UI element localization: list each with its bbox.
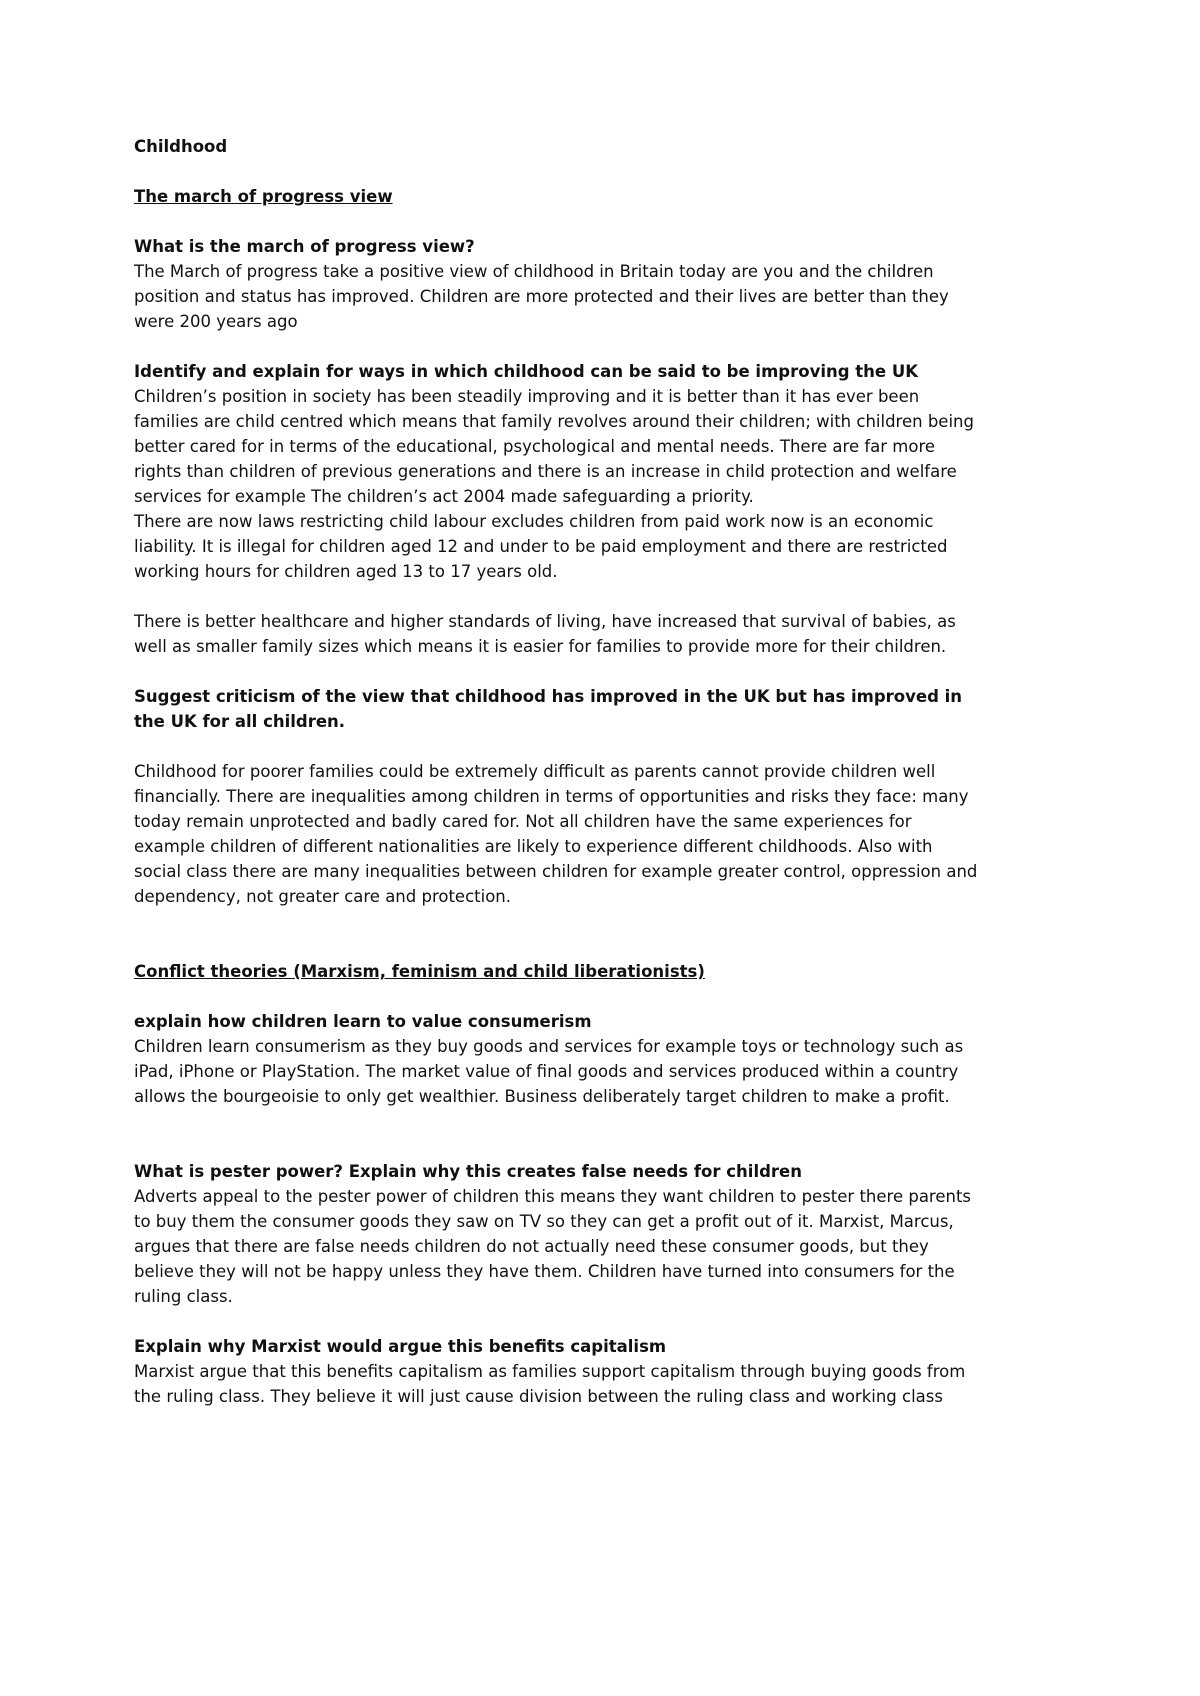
answer-what-is-march-of-progress: The March of progress take a positive view of childhood in Britain today are you and the children position and status has improved. Children are more protected and their lives are better than they were 200 years ago <box>134 262 949 331</box>
answer-ways-childhood-improving-p2: There are now laws restricting child labour excludes children from paid work now is an economic liability. It is illegal for children aged 12 and under to be paid employment and there are restricted working hours for children aged 13 to 17 years old. <box>134 512 948 581</box>
answer-benefits-capitalism: Marxist argue that this benefits capitalism as families support capitalism through buying goods from the ruling class. They believe it will just cause division between the ruling class and working class <box>134 1362 966 1406</box>
answer-ways-childhood-improving-p1: Children’s position in society has been steadily improving and it is better than it has ever been families are child centred which means that family revolves around their children; with children being better cared for in terms of the educational, psychological and mental needs. There are far more rights than children of previous generations and there is an increase in child protection and welfare services for example The children’s act 2004 made safeguarding a priority. <box>134 387 974 506</box>
question-children-value-consumerism: explain how children learn to value consumerism <box>134 1012 592 1031</box>
question-criticism-of-view: Suggest criticism of the view that childhood has improved in the UK but has improved in the UK for all children. <box>134 687 963 731</box>
section-heading-conflict-theories: Conflict theories (Marxism, feminism and child liberationists) <box>134 962 705 981</box>
question-pester-power: What is pester power? Explain why this creates false needs for children <box>134 1162 802 1181</box>
question-benefits-capitalism: Explain why Marxist would argue this benefits capitalism <box>134 1337 667 1356</box>
answer-pester-power: Adverts appeal to the pester power of children this means they want children to pester there parents to buy them the consumer goods they saw on TV so they can get a profit out of it. Marxist, Marcus, argues that there are false needs children do not actually need these consumer goods, but they believe they will not be happy unless they have them. Children have turned into consumers for the ruling class. <box>134 1187 972 1306</box>
document-title: Childhood <box>134 137 228 156</box>
answer-children-value-consumerism: Children learn consumerism as they buy goods and services for example toys or technology such as iPad, iPhone or PlayStation. The market value of final goods and services produced within a country allows the bourgeoisie to only get wealthier. Business deliberately target children to make a profit. <box>134 1037 964 1106</box>
section-heading-march-of-progress: The march of progress view <box>134 187 393 206</box>
answer-ways-childhood-improving-p3: There is better healthcare and higher standards of living, have increased that survival of babies, as well as smaller family sizes which means it is easier for families to provide more for their children. <box>134 612 956 656</box>
answer-criticism-of-view: Childhood for poorer families could be extremely difficult as parents cannot provide children well financially. There are inequalities among children in terms of opportunities and risks they face: many today remain unprotected and badly cared for. Not all children have the same experiences for example children of different nationalities are likely to experience different childhoods. Also with social class there are many inequalities between children for example greater control, oppression and dependency, not greater care and protection. <box>134 762 978 906</box>
document-page <box>134 134 984 1409</box>
question-what-is-march-of-progress: What is the march of progress view? <box>134 237 475 256</box>
question-ways-childhood-improving: Identify and explain for ways in which childhood can be said to be improving the UK <box>134 362 919 381</box>
